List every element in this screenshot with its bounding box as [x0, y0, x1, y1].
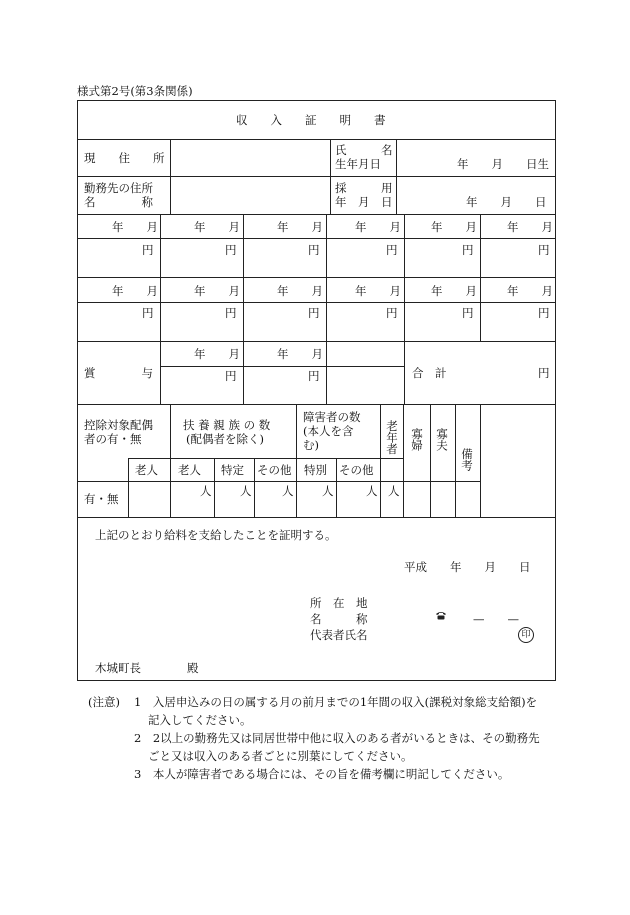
month-header: 年 月 — [277, 284, 323, 298]
yen-unit: 円 — [308, 306, 320, 320]
elderly-self-label: 老年者 — [385, 420, 399, 455]
company-name-label: 名 称 — [310, 612, 368, 626]
note-3-line-1: 3 本人が障害者である場合には、その旨を備考欄に明記してください。 — [134, 767, 510, 781]
notes-label: (注意) — [88, 695, 120, 709]
remarks-label: 備考 — [460, 448, 474, 471]
yen-unit: 円 — [386, 306, 398, 320]
person-unit: 人 — [322, 484, 334, 498]
note-1-line-2: 記入してください。 — [148, 713, 252, 727]
bonus-month-header: 年 月 — [194, 347, 240, 361]
month-header: 年 月 — [431, 284, 477, 298]
hire-date-label: 年 月 日 — [335, 195, 393, 209]
person-unit: 人 — [388, 484, 400, 498]
month-header: 年 月 — [507, 220, 553, 234]
person-unit: 人 — [366, 484, 378, 498]
note-2-line-1: 2 2以上の勤務先又は同居世帯中他に収入のある者がいるときは、その勤務先 — [134, 731, 540, 745]
elderly-dependent-header: 老人 — [178, 463, 201, 477]
yen-unit: 円 — [225, 243, 237, 257]
telephone-icon — [435, 611, 447, 620]
yes-no: 有・無 — [84, 492, 119, 506]
yen-unit: 円 — [308, 243, 320, 257]
month-header: 年 月 — [431, 220, 477, 234]
total-label: 合 計 — [412, 366, 447, 380]
month-header: 年 月 — [194, 220, 240, 234]
month-header: 年 月 — [507, 284, 553, 298]
bonus-month-header: 年 月 — [277, 347, 323, 361]
elderly-spouse-header: 老人 — [135, 463, 158, 477]
person-unit: 人 — [240, 484, 252, 498]
month-header: 年 月 — [112, 220, 158, 234]
disabled-label-2: (本人を含 — [303, 424, 354, 438]
widow-label: 寡婦 — [410, 428, 424, 451]
month-header: 年 月 — [194, 284, 240, 298]
month-header: 年 月 — [277, 220, 323, 234]
deduction-label-1: 控除対象配偶 — [84, 418, 153, 432]
yen-unit: 円 — [308, 369, 320, 383]
certification-date: 平成 年 月 日 — [404, 560, 531, 574]
seal-mark-icon: 印 — [518, 627, 534, 643]
hire-date-value: 年 月 日 — [466, 195, 547, 209]
yen-unit: 円 — [538, 306, 550, 320]
special-disabled-header: 特別 — [304, 463, 327, 477]
month-header: 年 月 — [355, 220, 401, 234]
other-disabled-header: その他 — [339, 463, 374, 477]
person-unit: 人 — [200, 484, 212, 498]
birthdate-suffix: 年 月 日生 — [457, 157, 549, 171]
phone-dashes: — — — [473, 612, 519, 626]
specified-dependent-header: 特定 — [221, 463, 244, 477]
yen-unit: 円 — [462, 243, 474, 257]
employer-address-label: 勤務先の住所 — [84, 181, 153, 195]
address-label: 現 住 所 — [84, 151, 165, 165]
yen-unit: 円 — [225, 369, 237, 383]
name-label: 氏 名 — [335, 143, 393, 157]
representative-label: 代表者氏名 — [310, 628, 368, 642]
disabled-label-3: む) — [303, 438, 319, 452]
form-number: 様式第2号(第3条関係) — [77, 84, 193, 98]
yen-unit: 円 — [225, 306, 237, 320]
hire-label: 採 用 — [335, 181, 393, 195]
widower-label: 寡夫 — [435, 428, 449, 451]
form-title: 収 入 証 明 書 — [236, 113, 386, 127]
location-label: 所 在 地 — [310, 596, 368, 610]
deduction-label-2: 者の有・無 — [84, 432, 142, 446]
note-2-line-2: ごと又は収入のある者ごとに別葉にしてください。 — [148, 749, 413, 763]
note-1-line-1: 1 入居申込みの日の属する月の前月までの1年間の収入(課税対象総支給額)を — [134, 695, 538, 709]
yen-unit: 円 — [142, 243, 154, 257]
total-yen: 円 — [538, 366, 550, 380]
birthdate-label: 生年月日 — [335, 157, 381, 171]
bonus-label: 賞 与 — [84, 366, 153, 380]
employer-name-label: 名 称 — [84, 195, 153, 209]
month-header: 年 月 — [112, 284, 158, 298]
dependents-label-1: 扶 養 親 族 の 数 — [183, 418, 271, 432]
yen-unit: 円 — [142, 306, 154, 320]
other-dependent-header: その他 — [257, 463, 292, 477]
dependents-label-2: (配偶者を除く) — [186, 432, 264, 446]
addressee: 木城町長 殿 — [95, 661, 199, 675]
yen-unit: 円 — [386, 243, 398, 257]
person-unit: 人 — [282, 484, 294, 498]
yen-unit: 円 — [538, 243, 550, 257]
disabled-label-1: 障害者の数 — [303, 410, 361, 424]
certification-text: 上記のとおり給料を支給したことを証明する。 — [95, 528, 337, 542]
yen-unit: 円 — [462, 306, 474, 320]
month-header: 年 月 — [355, 284, 401, 298]
